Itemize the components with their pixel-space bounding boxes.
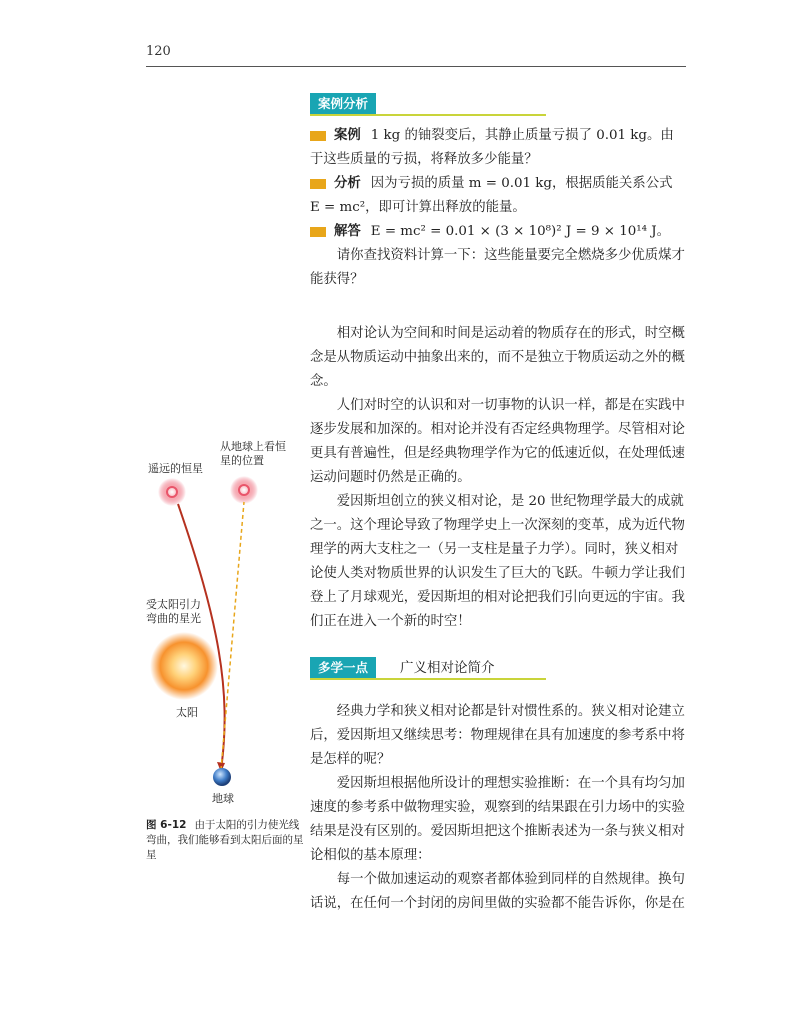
distant-star-label: 遥远的恒星	[148, 462, 203, 475]
answer-text: E = mc² = 0.01 × (3 × 10⁸)² J = 9 × 10¹⁴ J。	[370, 224, 671, 239]
learn-section-title: 广义相对论简介	[400, 660, 495, 676]
answer-label: 解答	[334, 224, 361, 239]
answer-item	[310, 220, 686, 244]
analysis-text: 因为亏损的质量 m = 0.01 kg，根据质能关系公式 E = mc²，即可计算出释放的能量。	[310, 176, 673, 215]
exercise-text: 请你查找资料计算一下：这些能量要完全燃烧多少优质煤才能获得？	[310, 248, 685, 287]
learn-section-header	[310, 656, 686, 680]
caption-text: 由于太阳的引力使光线弯曲，我们能够看到太阳后面的星星	[146, 819, 304, 861]
paragraph-1: 相对论认为空间和时间是运动着的物质存在的形式，时空概念是从物质运动中抽象出来的，而不是独立于物质运动之外的概念。	[310, 326, 685, 389]
learn-section-tag: 多学一点	[310, 657, 376, 679]
paragraph-2: 人们对时空的认识和对一切事物的认识一样，都是在实践中逐步发展和加深的。相对论并没有否定经典物理学。尽管相对论更具有普遍性，但是经典物理学作为它的低速近似，在处理低速运动问题时仍然是正确的。	[310, 398, 685, 485]
case-label: 案例	[334, 128, 361, 143]
case-text: 1 kg 的铀裂变后，其静止质量亏损了 0.01 kg。由于这些质量的亏损，将释放多少能量？	[310, 128, 674, 167]
figure-caption	[146, 818, 306, 863]
sun-label: 太阳	[176, 706, 198, 719]
learn-paragraph-3: 每一个做加速运动的观察者都体验到同样的自然规律。换句话说，在任何一个封闭的房间里做的实验都不能告诉你，你是在	[310, 872, 685, 911]
analysis-marker	[310, 179, 326, 189]
learn-section-underline	[310, 678, 546, 680]
header-rule	[146, 66, 686, 67]
page-number: 120	[146, 44, 171, 59]
learn-paragraph-2: 爱因斯坦根据他所设计的理想实验推断：在一个具有均匀加速度的参考系中做物理实验，观察到的结果跟在引力场中的实验结果是没有区别的。爱因斯坦把这个推断表述为一条与狭义相对论相似的基本原理：	[310, 776, 685, 863]
learn-paragraph-1: 经典力学和狭义相对论都是针对惯性系的。狭义相对论建立后，爱因斯坦又继续思考：物理规律在具有加速度的参考系中将是怎样的呢？	[310, 704, 685, 767]
case-marker	[310, 131, 326, 141]
bent-starlight-label: 受太阳引力弯曲的星光	[146, 598, 201, 625]
analysis-item	[310, 172, 686, 220]
answer-marker	[310, 227, 326, 237]
apparent-star-icon	[230, 476, 258, 504]
distant-star-icon	[158, 478, 186, 506]
caption-number: 图 6-12	[146, 819, 187, 831]
earth-icon	[213, 768, 231, 786]
earth-label: 地球	[212, 792, 234, 805]
figure-drawing	[120, 440, 300, 820]
case-section-underline	[310, 114, 546, 116]
sun-icon	[150, 632, 218, 700]
main-column	[310, 92, 686, 916]
starlight-figure	[120, 440, 300, 880]
case-block	[310, 124, 686, 292]
apparent-position-label: 从地球上看恒星的位置	[220, 440, 286, 467]
case-item	[310, 124, 686, 172]
paragraph-3: 爱因斯坦创立的狭义相对论，是 20 世纪物理学最大的成就之一。这个理论导致了物理学史上一次深刻的变革，成为近代物理学的两大支柱之一（另一支柱是量子力学）。同时，狭义相对论使人类对物质世界的认识发生了巨大的飞跃。牛顿力学让我们登上了月球观光，爱因斯坦的相对论把我们引向更远的宇宙。我们正在进入一个新的时空！	[310, 494, 685, 629]
case-section-header	[310, 92, 686, 116]
analysis-label: 分析	[334, 176, 361, 191]
case-section-tag: 案例分析	[310, 93, 376, 115]
